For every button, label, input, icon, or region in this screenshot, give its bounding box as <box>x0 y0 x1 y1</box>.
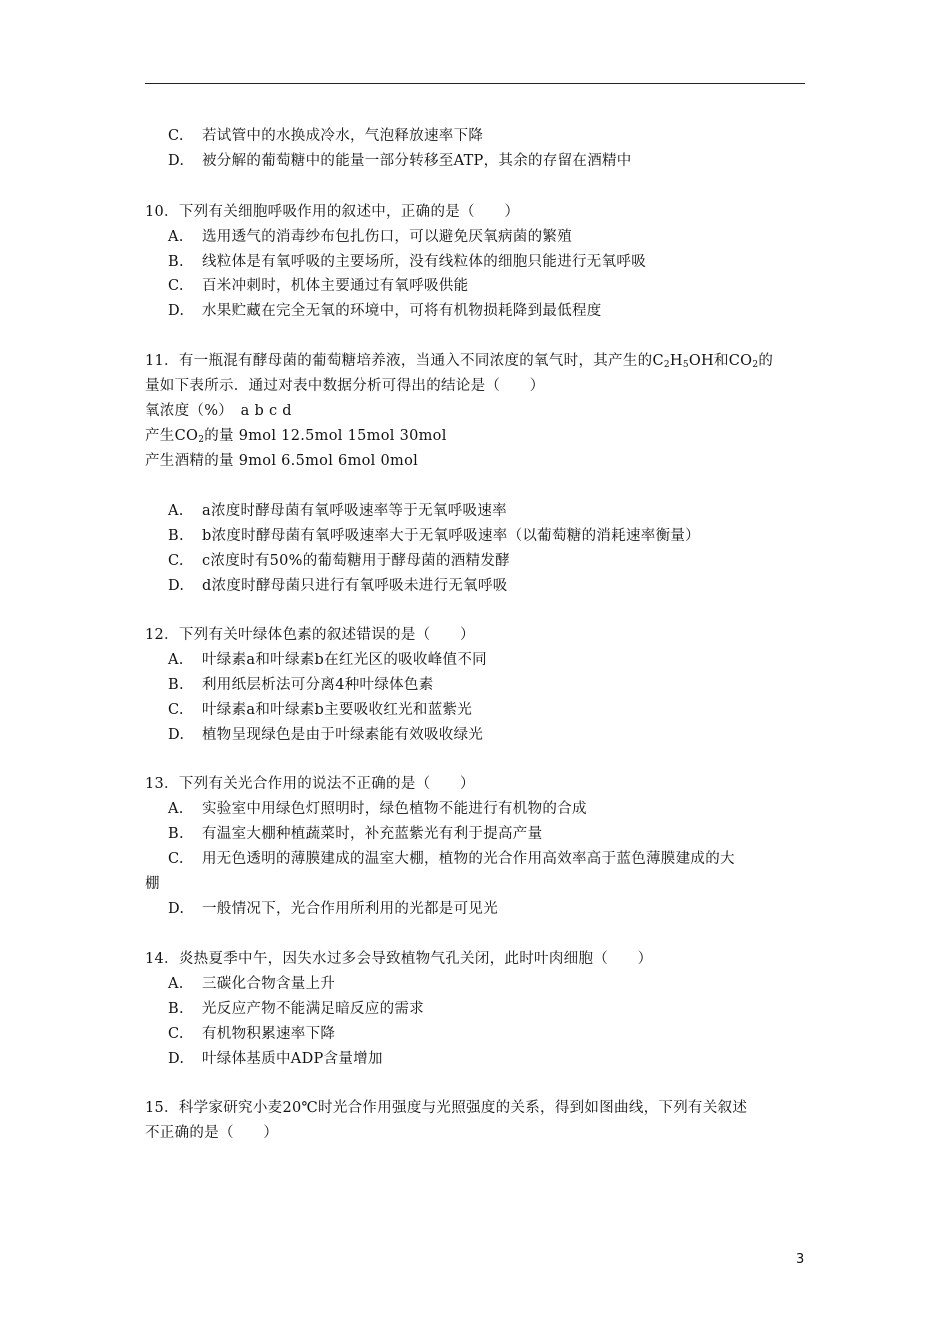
q13-option-b: B. 有温室大棚种植蔬菜时，补充蓝紫光有利于提高产量 <box>168 826 543 842</box>
q11-option-b: B. b浓度时酵母菌有氧呼吸速率大于无氧呼吸速率（以葡萄糖的消耗速率衡量） <box>168 528 700 544</box>
q12-option-d: D. 植物呈现绿色是由于叶绿素能有效吸收绿光 <box>168 727 484 743</box>
q15-stem-line2: 不正确的是（ ） <box>145 1125 279 1141</box>
q13-option-a: A. 实验室中用绿色灯照明时，绿色植物不能进行有机物的合成 <box>168 801 587 817</box>
q14-option-b: B. 光反应产物不能满足暗反应的需求 <box>168 1001 424 1017</box>
q12-option-c: C. 叶绿素a和叶绿素b主要吸收红光和蓝紫光 <box>168 702 473 718</box>
q10-option-a: A. 选用透气的消毒纱布包扎伤口，可以避免厌氧病菌的繁殖 <box>168 229 572 245</box>
q13-stem: 13．下列有关光合作用的说法不正确的是（ ） <box>145 776 475 792</box>
q10-option-b: B. 线粒体是有氧呼吸的主要场所，没有线粒体的细胞只能进行无氧呼吸 <box>168 254 646 270</box>
q9-option-c: C. 若试管中的水换成冷水，气泡释放速率下降 <box>168 128 484 144</box>
q11-table-row-alcohol: 产生酒精的量 9mol 6.5mol 6mol 0mol <box>145 453 419 469</box>
q14-option-c: C. 有机物积累速率下降 <box>168 1026 336 1042</box>
q14-option-a: A. 三碳化合物含量上升 <box>168 976 336 992</box>
q10-option-d: D. 水果贮藏在完全无氧的环境中，可将有机物损耗降到最低程度 <box>168 303 602 319</box>
q13-option-c-wrap: 棚 <box>145 876 160 892</box>
q12-option-b: B. 利用纸层析法可分离4种叶绿体色素 <box>168 677 434 693</box>
q10-stem: 10．下列有关细胞呼吸作用的叙述中，正确的是（ ） <box>145 204 520 220</box>
q14-option-d: D. 叶绿体基质中ADP含量增加 <box>168 1051 383 1067</box>
header-rule <box>145 83 805 84</box>
q11-option-d: D. d浓度时酵母菌只进行有氧呼吸未进行无氧呼吸 <box>168 578 508 594</box>
q11-stem-line1: 11．有一瓶混有酵母菌的葡萄糖培养液，当通入不同浓度的氧气时，其产生的$C_2H_5OH$和$CO_2$的 <box>145 353 774 370</box>
q14-stem: 14．炎热夏季中午，因失水过多会导致植物气孔关闭，此时叶肉细胞（ ） <box>145 951 653 967</box>
q13-option-c: C. 用无色透明的薄膜建成的温室大棚，植物的光合作用高效率高于蓝色薄膜建成的大 <box>168 851 735 867</box>
q10-option-c: C. 百米冲刺时，机体主要通过有氧呼吸供能 <box>168 278 469 294</box>
q11-table-row-oxygen: 氧浓度（%） a b c d <box>145 403 292 419</box>
page-number: 3 <box>796 1252 805 1267</box>
q11-option-c: C. c浓度时有50%的葡萄糖用于酵母菌的酒精发酵 <box>168 553 510 569</box>
q11-table-row-co2: 产生$CO_2$的量 9mol 12.5mol 15mol 30mol <box>145 428 447 445</box>
q11-stem-line2: 量如下表所示．通过对表中数据分析可得出的结论是（ ） <box>145 378 545 394</box>
q13-option-d: D. 一般情况下，光合作用所利用的光都是可见光 <box>168 901 498 917</box>
q9-option-d: D. 被分解的葡萄糖中的能量一部分转移至ATP，其余的存留在酒精中 <box>168 153 632 169</box>
q12-stem: 12．下列有关叶绿体色素的叙述错误的是（ ） <box>145 627 475 643</box>
q12-option-a: A. 叶绿素a和叶绿素b在红光区的吸收峰值不同 <box>168 652 487 668</box>
q15-stem-line1: 15．科学家研究小麦20℃时光合作用强度与光照强度的关系，得到如图曲线，下列有关叙述 <box>145 1100 748 1116</box>
q11-option-a: A. a浓度时酵母菌有氧呼吸速率等于无氧呼吸速率 <box>168 503 507 519</box>
